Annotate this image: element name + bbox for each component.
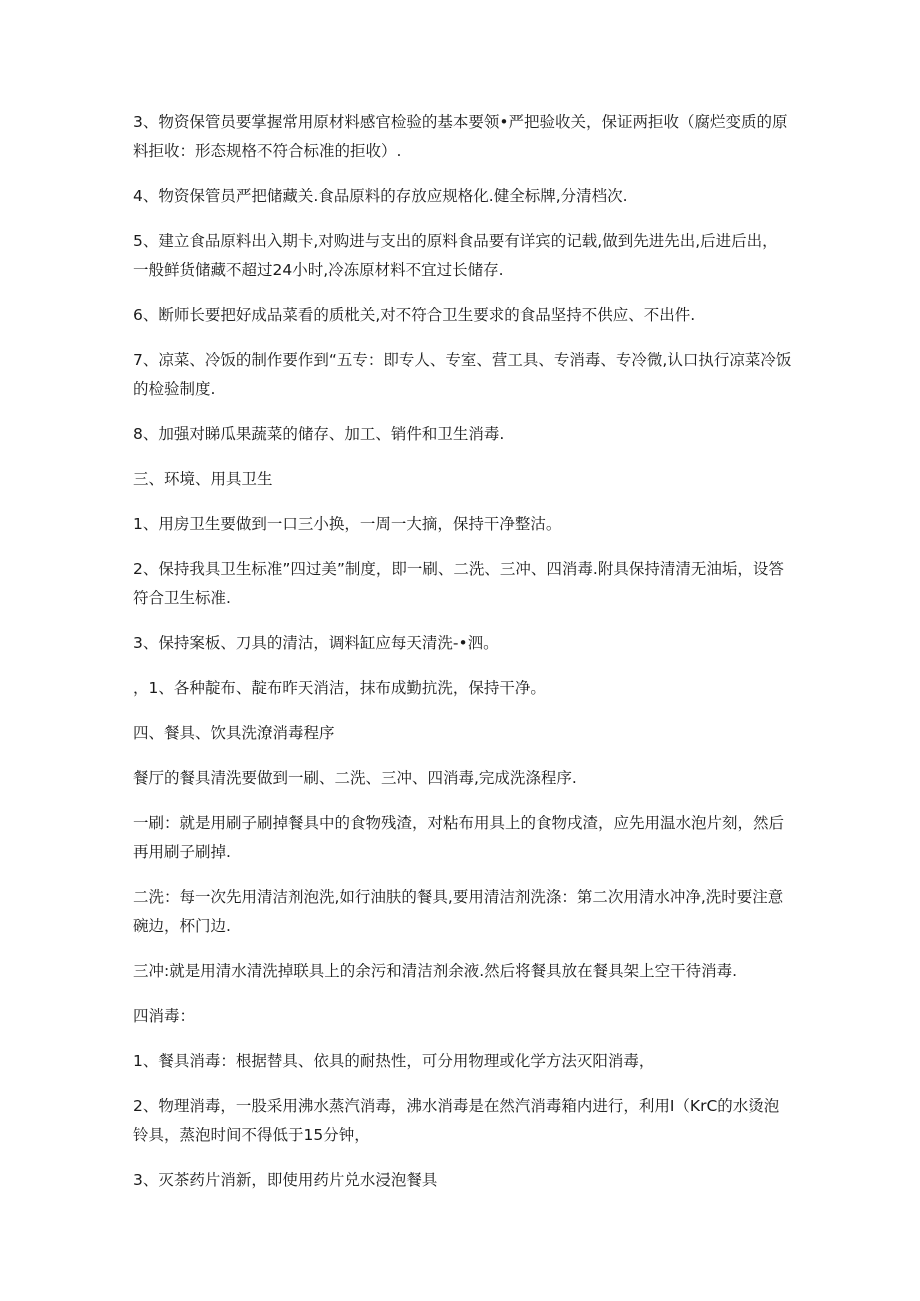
paragraph: 3、灭茶药片消新，即使用药片兑水浸泡餐具 bbox=[133, 1171, 438, 1189]
paragraph: 5、建立食品原料出入期卡,对购进与支出的原料食品要有详宾的记载,做到先进先出,后进后出，一般鲜货储藏不超过24小时,冷冻原材料不宜过长储存. bbox=[133, 232, 778, 279]
paragraph: 7、凉菜、冷饭的制作要作到“五专：即专人、专室、营工具、专消毒、专冷微,认口执行凉菜冷饭的检验制度. bbox=[133, 351, 792, 398]
section-heading: 四、餐具、饮具洗潦消毒程序 bbox=[133, 724, 335, 742]
paragraph: 3、物资保管员要掌握常用原材料感官检验的基本要领•严把验收关，保证两拒收（腐烂变质的原料拒收：形态规格不符合标准的拒收）. bbox=[133, 113, 788, 160]
paragraph: 三冲:就是用清水清洗掉联具上的余污和清洁剂余液.然后将餐具放在餐具架上空干待消毒. bbox=[133, 962, 738, 980]
paragraph: 1、餐具消毒：根据替具、依具的耐热性，可分用物理或化学方法灭阳消毒， bbox=[133, 1052, 655, 1070]
section-heading: 三、环境、用具卫生 bbox=[133, 470, 273, 488]
paragraph: 6、断师长要把好成品菜看的质枇关,对不符合卫生要求的食品坚持不供应、不出件. bbox=[133, 306, 696, 324]
paragraph: ，1、各种靛布、靛布昨天消洁，抹布成勤抗洗，保持干净。 bbox=[133, 679, 546, 697]
paragraph: 4、物资保管员严把储藏关.食品原料的存放应规格化.健全标牌,分清档次. bbox=[133, 187, 628, 205]
paragraph: 餐厅的餐具清洗要做到一刷、二洗、三冲、四消毒,完成洗涤程序. bbox=[133, 769, 577, 787]
paragraph: 四消毒： bbox=[133, 1007, 196, 1025]
paragraph: 2、保持我具卫生标准”四过美”制度，即一刷、二洗、三冲、四消毒.附具保持清清无油垢，设答符合卫生标准. bbox=[133, 560, 784, 607]
paragraph: 1、用房卫生要做到一口三小换，一周一大摘，保持干净整沽。 bbox=[133, 515, 562, 533]
paragraph: 二洗：每一次先用清洁剂泡洗,如行油肤的餐具,要用清洁剂洗涤：第二次用清水冲净,洗时要注意碗边，杯门边. bbox=[133, 888, 784, 935]
paragraph: 一刷：就是用刷子刷掉餐具中的食物残渣，对粘布用具上的食物戌渣，应先用温水泡片刻，然后再用刷子刷掉. bbox=[133, 814, 785, 861]
paragraph: 8、加强对睇瓜果蔬菜的储存、加工、销件和卫生消毒. bbox=[133, 425, 505, 443]
document-body bbox=[133, 108, 793, 1211]
paragraph: 3、保持案板、刀具的清沽，调料缸应每天清洗-•泗。 bbox=[133, 634, 499, 652]
paragraph: 2、物理消毒，一股采用沸水蒸汽消毒，沸水消毒是在然汽消毒箱内进行，利用I（KrC的水烫泡铃具，蒸泡时间不得低于15分钟， bbox=[133, 1097, 780, 1144]
